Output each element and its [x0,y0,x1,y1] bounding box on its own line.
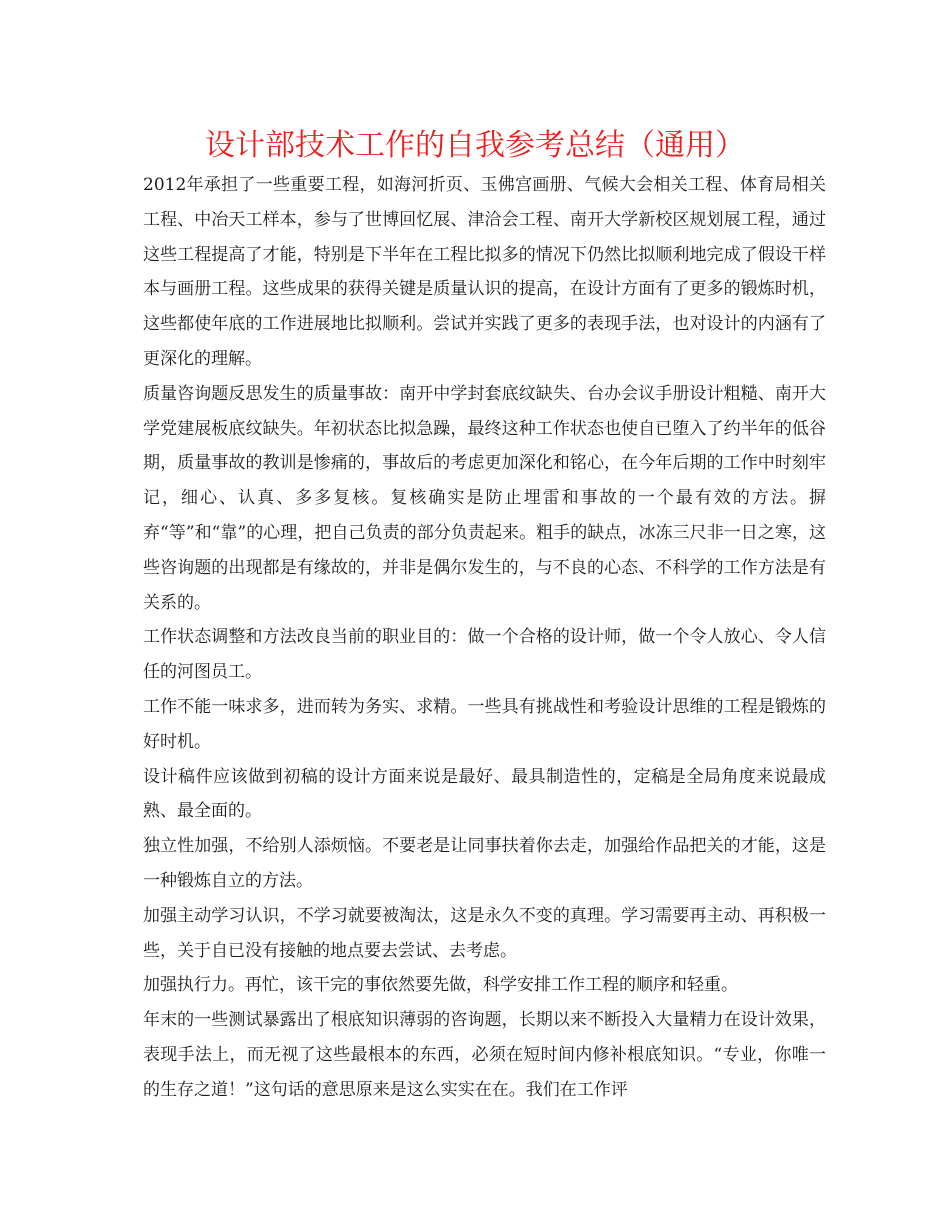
paragraph-8: 加强执行力。再忙，该干完的事依然要先做，科学安排工作工程的顺序和轻重。 [143,975,738,996]
paragraph-3: 工作状态调整和方法改良当前的职业目的：做一个合格的设计师，做一个令人放心、令人信任的河图员工。 [143,627,826,683]
paragraph-1: 2012年承担了一些重要工程，如海河折页、玉佛宫画册、气候大会相关工程、体育局相关工程、中冶天工样本，参与了世博回忆展、津洽会工程、南开大学新校区规划展工程，通过这些工程提高了才能，特别是下半年在工程比拟多的情况下仍然比拟顺利地完成了假设干样本与画册工程。这些成果的获得关键是质量认识的提高，在设计方面有了更多的锻炼时机，这些都使年底的工作进展地比拟顺利。尝试并实践了更多的表现手法，也对设计的内涵有了更深化的理解。 [143,175,826,369]
paragraph-9: 年末的一些测试暴露出了根底知识薄弱的咨询题，长期以来不断投入大量精力在设计效果，表现手法上，而无视了这些最根本的东西，必须在短时间内修补根底知识。“专业，你唯一的生存之道！”这句话的意思原来是这么实实在在。我们在工作评 [143,1010,826,1100]
document-body [143,168,826,1108]
paragraph-7: 加强主动学习认识，不学习就要被淘汰，这是永久不变的真理。学习需要再主动、再积极一些，关于自已没有接触的地点要去尝试、去考虑。 [143,905,826,961]
paragraph-6: 独立性加强，不给别人添烦恼。不要老是让同事扶着你去走，加强给作品把关的才能，这是一种锻炼自立的方法。 [143,836,826,891]
paragraph-5: 设计稿件应该做到初稿的设计方面来说是最好、最具制造性的，定稿是全局角度来说最成熟、最全面的。 [143,766,826,822]
paragraph-2: 质量咨询题反思发生的质量事故：南开中学封套底纹缺失、台办会议手册设计粗糙、南开大学党建展板底纹缺失。年初状态比拟急躁，最终这种工作状态也使自已堕入了约半年的低谷期，质量事故的教训是惨痛的，事故后的考虑更加深化和铭心，在今年后期的工作中时刻牢记，细心、认真、多多复核。复核确实是防止埋雷和事故的一个最有效的方法。摒弃“等”和“靠”的心理，把自己负责的部分负责起来。粗手的缺点，冰冻三尺非一日之寒，这些咨询题的出现都是有缘故的，并非是偶尔发生的，与不良的心态、不科学的工作方法是有关系的。 [143,383,826,613]
document-title: 设计部技术工作的自我参考总结（通用） [205,128,745,163]
paragraph-4: 工作不能一味求多，进而转为务实、求精。一些具有挑战性和考验设计思维的工程是锻炼的好时机。 [143,696,826,752]
